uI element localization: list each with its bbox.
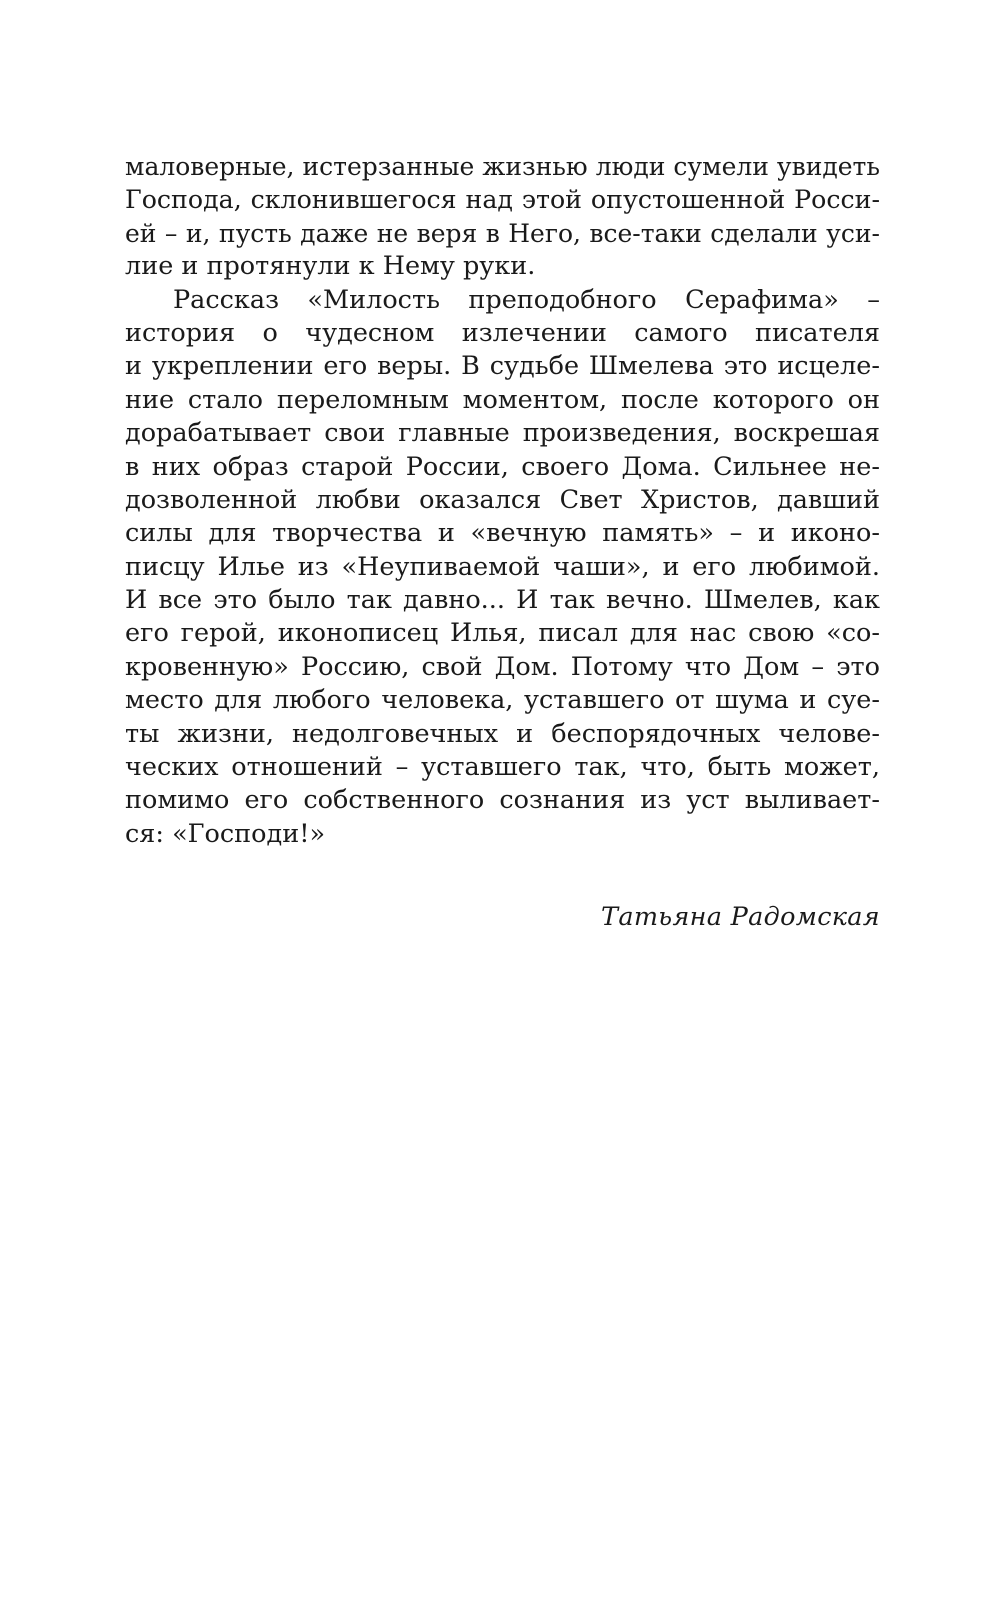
text-line: Господа, склонившегося над этой опустошенной Росси- — [125, 185, 880, 215]
text-line: и укреплении его веры. В судьбе Шмелева это исцеле- — [125, 351, 880, 382]
text-line: в них образ старой России, своего Дома. Сильнее не- — [125, 451, 880, 482]
text-line: история о чудесном излечении самого писателя — [125, 317, 880, 348]
text-line: ние стало переломным моментом, после которого он — [125, 384, 880, 415]
text-line: помимо его собственного сознания из уст выливает- — [125, 785, 880, 816]
text-line: Рассказ «Милость преподобного Серафима» – — [173, 284, 880, 315]
text-line: силы для творчества и «вечную память» – и иконо- — [125, 518, 880, 549]
text-line: ческих отношений – уставшего так, что, быть может, — [125, 752, 880, 783]
text-line: дорабатывает свои главные произведения, воскрешая — [125, 418, 880, 449]
text-line: ты жизни, недолговечных и беспорядочных челове- — [125, 718, 880, 749]
text-line: его герой, иконописец Илья, писал для нас свою «со- — [125, 618, 880, 649]
text-line: ся: «Господи!» — [125, 818, 326, 849]
text-line: кровенную» Россию, свой Дом. Потому что Дом – это — [125, 651, 880, 682]
text-line: место для любого человека, уставшего от шума и суе- — [125, 685, 880, 716]
text-line: ей – и, пусть даже не веря в Него, все-таки сделали уси- — [125, 218, 880, 248]
text-line: И все это было так давно... И так вечно. Шмелев, как — [125, 585, 880, 616]
text-line: лие и протянули к Нему руки. — [125, 251, 536, 282]
body-text — [125, 150, 880, 851]
text-line: писцу Илье из «Неупиваемой чаши», и его любимой. — [125, 551, 880, 582]
author-signature: Татьяна Радомская — [601, 902, 880, 932]
text-line: дозволенной любви оказался Свет Христов, давший — [125, 484, 880, 515]
text-line: маловерные, истерзанные жизнью люди сумели увидеть — [125, 152, 880, 181]
